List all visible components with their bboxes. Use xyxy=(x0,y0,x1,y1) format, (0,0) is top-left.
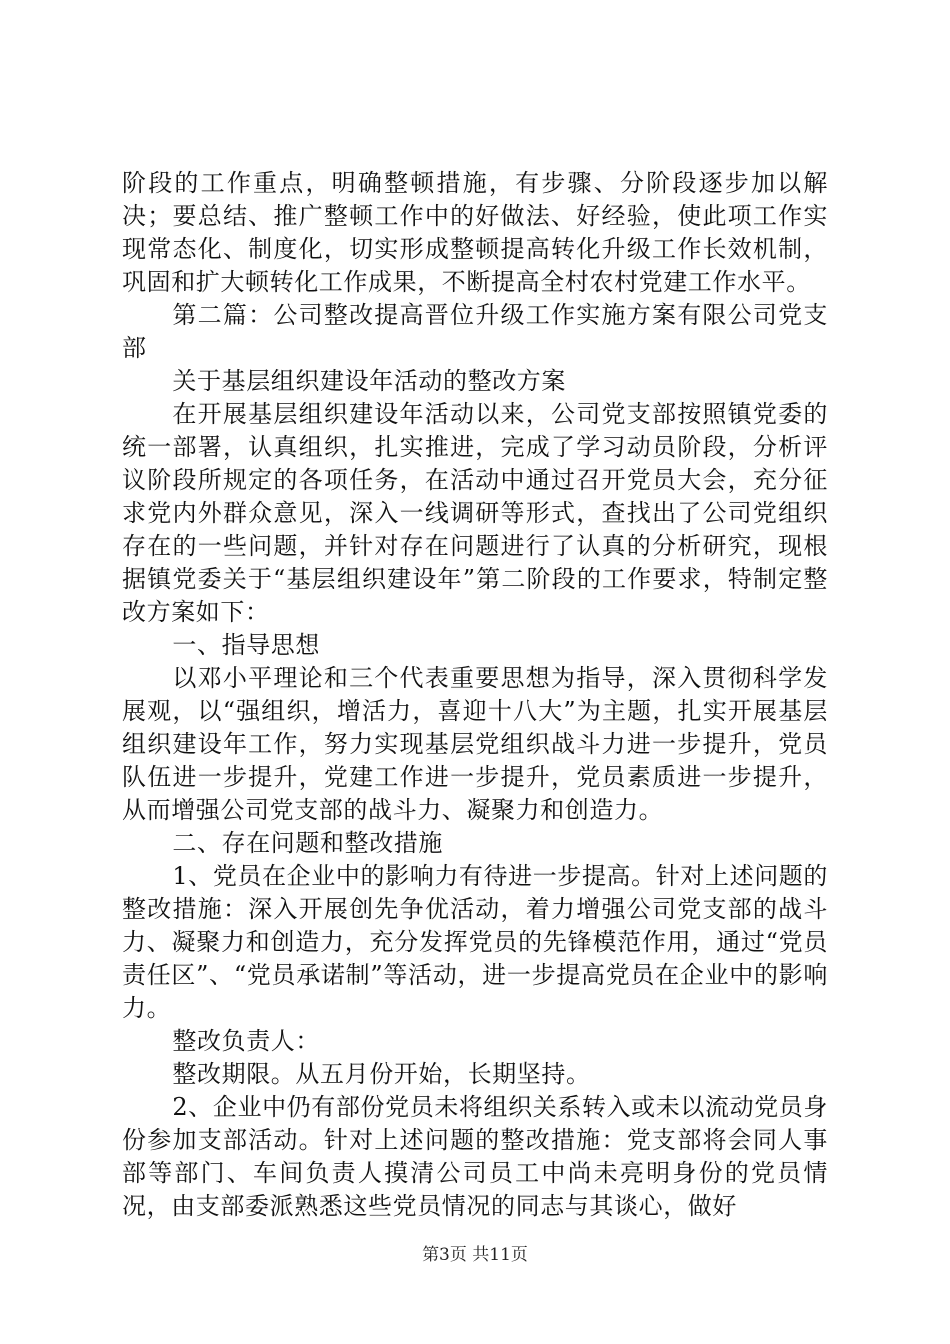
paragraph-guiding-thought: 以邓小平理论和三个代表重要思想为指导，深入贯彻科学发展观，以“强组织，增活力，喜迎十八大”为主题，扎实开展基层组织建设年工作，努力实现基层党组织战斗力进一步提升，党员队伍进一步提升，党建工作进一步提升，党员素质进一步提升，从而增强公司党支部的战斗力、凝聚力和创造力。 xyxy=(122,664,828,824)
paragraph-plan-title: 关于基层组织建设年活动的整改方案 xyxy=(172,367,566,395)
heading-problems-measures: 二、存在问题和整改措施 xyxy=(172,829,443,857)
document-body xyxy=(122,167,828,1223)
paragraph-responsible-person: 整改负责人： xyxy=(172,1027,320,1055)
paragraph-second-article-title: 第二篇：公司整改提高晋位升级工作实施方案有限公司党支部 xyxy=(122,301,828,362)
paragraph-item-1: 1、党员在企业中的影响力有待进一步提高。针对上述问题的整改措施：深入开展创先争优活动，着力增强公司党支部的战斗力、凝聚力和创造力，充分发挥党员的先锋模范作用，通过“党员责任区”、“党员承诺制”等活动，进一步提高党员在企业中的影响力。 xyxy=(122,862,828,1022)
page-number-footer: 第3页 共11页 xyxy=(422,1245,528,1265)
paragraph-continuation: 阶段的工作重点，明确整顿措施，有步骤、分阶段逐步加以解决；要总结、推广整顿工作中的好做法、好经验，使此项工作实现常态化、制度化，切实形成整顿提高转化升级工作长效机制，巩固和扩大顿转化工作成果，不断提高全村农村党建工作水平。 xyxy=(122,169,828,296)
paragraph-deadline: 整改期限。从五月份开始，长期坚持。 xyxy=(172,1060,591,1088)
paragraph-item-2: 2、企业中仍有部份党员未将组织关系转入或未以流动党员身份参加支部活动。针对上述问题的整改措施：党支部将会同人事部等部门、车间负责人摸清公司员工中尚未亮明身份的党员情况，由支部委派熟悉这些党员情况的同志与其谈心，做好 xyxy=(122,1093,828,1220)
paragraph-intro: 在开展基层组织建设年活动以来，公司党支部按照镇党委的统一部署，认真组织，扎实推进，完成了学习动员阶段，分析评议阶段所规定的各项任务，在活动中通过召开党员大会，充分征求党内外群众意见，深入一线调研等形式，查找出了公司党组织存在的一些问题，并针对存在问题进行了认真的分析研究，现根据镇党委关于“基层组织建设年”第二阶段的工作要求，特制定整改方案如下： xyxy=(122,400,828,626)
heading-guiding-thought: 一、指导思想 xyxy=(172,631,320,659)
